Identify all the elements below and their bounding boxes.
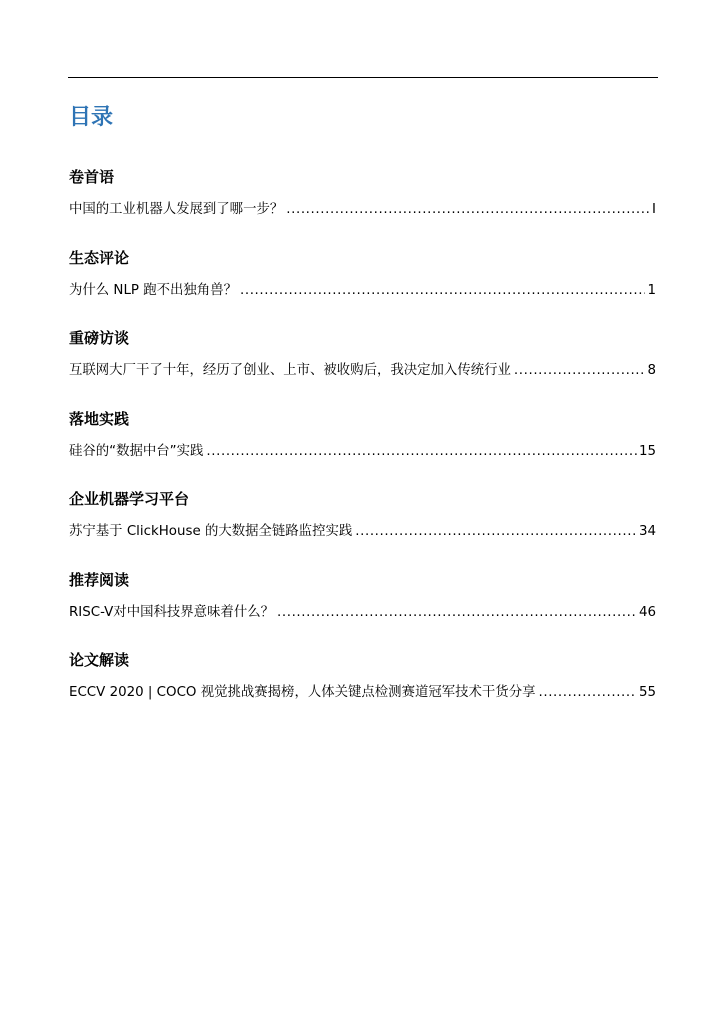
dot-leader (240, 281, 645, 301)
section-heading: 卷首语 (69, 168, 115, 186)
entry-page-number: 34 (638, 524, 656, 539)
toc-entry[interactable] (69, 522, 656, 542)
toc-entry[interactable] (69, 361, 656, 381)
entry-title: 硅谷的“数据中台”实践 (69, 443, 204, 459)
entry-page-number: 15 (638, 443, 656, 459)
toc-entry[interactable] (69, 200, 656, 220)
toc-section (69, 166, 656, 247)
section-heading: 落地实践 (69, 409, 130, 428)
entry-title: RISC-V对中国科技界意味着什么？ (69, 604, 274, 620)
dot-leader (538, 683, 636, 703)
toc-entry[interactable] (69, 683, 656, 703)
header-rule (68, 77, 658, 78)
entry-title: ECCV 2020 | COCO 视觉挑战赛揭榜，人体关键点检测赛道冠军技术干货分享 (69, 685, 536, 700)
entry-page-number: 8 (647, 363, 656, 378)
entry-title: 为什么 NLP 跑不出独角兽？ (69, 282, 237, 298)
section-heading: 企业机器学习平台 (69, 490, 190, 508)
dot-leader (206, 442, 637, 462)
section-heading: 论文解读 (69, 651, 130, 669)
entry-page-number: I (652, 202, 656, 217)
dot-leader (286, 200, 650, 220)
dot-leader (514, 361, 646, 381)
toc-section (69, 408, 656, 489)
entry-page-number: 55 (638, 685, 656, 700)
dot-leader (277, 603, 637, 623)
toc-section (69, 247, 656, 328)
toc-entry[interactable] (69, 281, 656, 301)
section-heading: 推荐阅读 (69, 570, 130, 589)
entry-title: 苏宁基于 ClickHouse 的大数据全链路监控实践 (69, 524, 353, 539)
toc-section (69, 488, 656, 569)
entry-page-number: 1 (647, 282, 656, 298)
toc-sections (69, 166, 656, 730)
toc-entry[interactable] (69, 603, 656, 623)
section-heading: 重磅访谈 (69, 329, 130, 347)
toc-entry[interactable] (69, 442, 656, 462)
entry-title: 互联网大厂干了十年，经历了创业、上市、被收购后，我决定加入传统行业 (69, 363, 511, 378)
toc-section (69, 649, 656, 730)
dot-leader (355, 522, 637, 542)
section-heading: 生态评论 (69, 248, 130, 267)
toc-section (69, 327, 656, 408)
entry-title: 中国的工业机器人发展到了哪一步？ (69, 202, 284, 217)
toc-section (69, 569, 656, 650)
toc-title: 目录 (69, 105, 114, 130)
entry-page-number: 46 (638, 604, 656, 620)
